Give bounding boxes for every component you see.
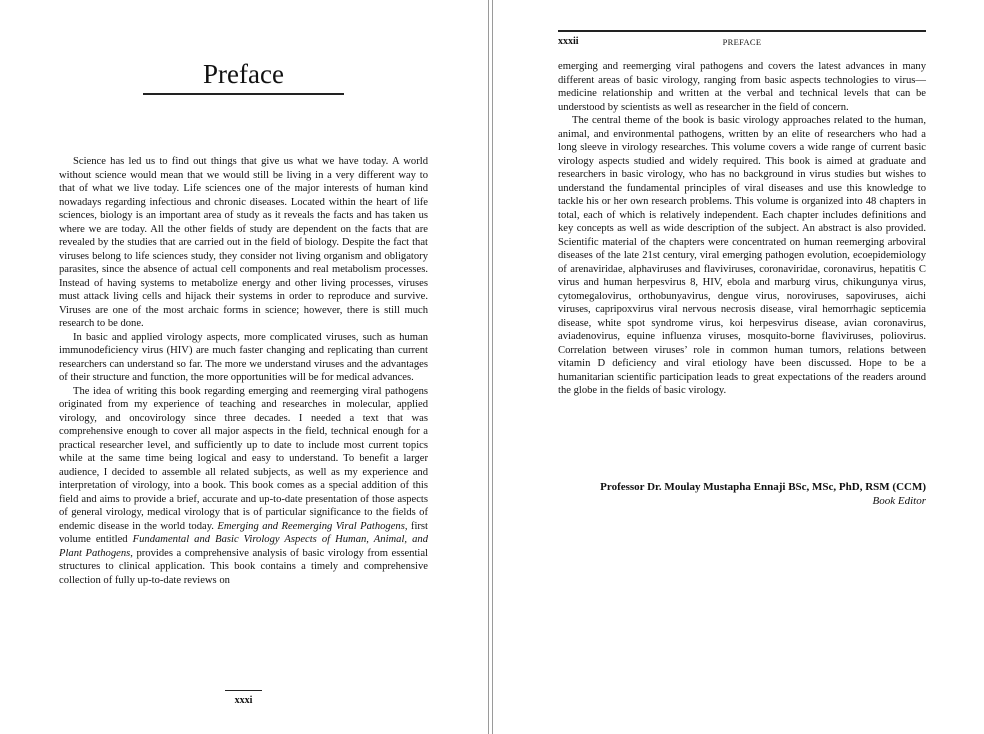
editor-signature bbox=[558, 481, 926, 508]
page-divider-left bbox=[488, 0, 489, 734]
paragraph-3 bbox=[59, 385, 428, 588]
title-underline bbox=[143, 93, 344, 95]
folio-rule bbox=[225, 690, 262, 691]
page-number-right: xxxii bbox=[558, 36, 579, 47]
paragraph-central-theme: The central theme of the book is basic virology approaches related to the human, animal, and environmental pathogens, written by an elite of researchers who had a long sleeve in virology researches. This volume covers a wide range of current basic virology aspects studied and widely required. This book is aimed at graduate and researchers in basic virology, who has no background in virus studies but wishes to understand the fundamental principles of viral diseases and use this knowledge to tackle his or her own research problems. This volume is organized into 48 chapters in total, each of which is relatively independent. Each chapter includes definitions and key concepts as well as wide description of the subject. An abstract is also provided. Scientific material of the chapters were concentrated on human reemerging arboviral diseases of the late 21st century, viral emerging pathogen evolution, ecoepidemiology of arenaviridae, alphaviruses and flaviviruses, coronaviridae, coronavirus, hepatitis C virus and human herpesvirus 8, HIV, ebola and marburg virus, chikungunya virus, cytomegalovirus, orthobunyavirus, dengue virus, noroviruses, sapoviruses, aichi viruses, capripoxvirus viral nervous necrosis disease, viral hemorrhagic septicemia disease, white spot syndrome virus, koi herpesvirus disease, avian coronavirus, aviadenovirus, equine influenza viruses, mosquito-borne flaviviruses, poliovirus. Correlation between viruses’ role in common human tumors, relations between vitamin D deficiency and viral etiology have been discussed. Hope to be a humanitarian scientific participation leads to great expectations of the readers around the globe in the fields of basic virology. bbox=[558, 115, 926, 396]
book-title-italic: Emerging and Reemerging Viral Pathogens bbox=[217, 520, 405, 532]
editor-name: Professor Dr. Moulay Mustapha Ennaji BSc, MSc, PhD, RSM (CCM) bbox=[600, 481, 926, 493]
paragraph-2: In basic and applied virology aspects, more complicated viruses, such as human immunodeficiency virus (HIV) are much faster changing and replicating than current researchers can understand so far. The more we understand viruses and the advantages of their structure and function, the more opportunities will be for medical advances. bbox=[59, 331, 428, 383]
editor-role: Book Editor bbox=[872, 494, 926, 507]
running-head: PREFACE bbox=[722, 37, 762, 47]
page-number-left: xxxi bbox=[234, 695, 253, 706]
paragraph-1: Science has led us to find out things that give us what we have today. A world without science would mean that we would still be living in a very different way to that of what we live today. Life sciences one of the major interests of human kind nowadays regarding infectious and chronic diseases. Located within the heart of life sciences, biology is an important area of study as it reveals the facts and has taken us where we are today. All the other fields of study are dependent on the facts that are revealed by the studies that are carried out in the field of biology. Despite the fact that viruses belong to life sciences study, they consider not living organism and obligatory parasites, since the absence of actual cell components and real metabolism processes. Instead of having systems to metabolize energy and other living processes, viruses must attack living cells and hijack their systems in order to reproduce and survive. Viruses are one of the most archaic forms in science; however, there is still much research to be done. bbox=[59, 156, 428, 329]
header-rule bbox=[558, 30, 926, 32]
left-page bbox=[0, 0, 488, 734]
volume-title-italic: Fundamental and Basic Virology Aspects of Human, Animal, and Plant Pathogens bbox=[59, 534, 428, 559]
paragraph-continued: emerging and reemerging viral pathogens and covers the latest advances in many different areas of basic virology, ranging from basic aspects technologies to virus—medicine relationship and written at the verbal and technical levels that can be understood by scientists as well as researcher in the field of concern. bbox=[558, 61, 926, 113]
left-body-text bbox=[59, 155, 428, 587]
page-title: Preface bbox=[203, 59, 284, 89]
paragraph-3-text-a: The idea of writing this book regarding emerging and reemerging viral pathogens originated from my experience of teaching and researches in molecular, applied virology, and oncovirology since three decades. I needed a text that was comprehensive enough to cover all major aspects in the field, technical enough for a practical researcher level, and sufficiently up to date to include most current topics while at the same time being logical and easy to understand. To benefit a larger audience, I decided to assemble all related subjects, as well as my experience and interpretation of virology, into a book. This book comes as a special addition of this field and aims to provide a brief, accurate and up-to-date presentation of those aspects of general virology, medical virology that is of particular significance to the fields of endemic disease in the world today. bbox=[59, 385, 428, 532]
paragraph-3-text-c: , provides a comprehensive analysis of basic virology from essential structures to clinical application. This book contains a timely and comprehensive collection of fully up-to-date reviews on bbox=[59, 547, 428, 586]
right-body-text bbox=[558, 60, 926, 398]
paragraph-3-text-b: , first volume entitled bbox=[59, 520, 428, 545]
